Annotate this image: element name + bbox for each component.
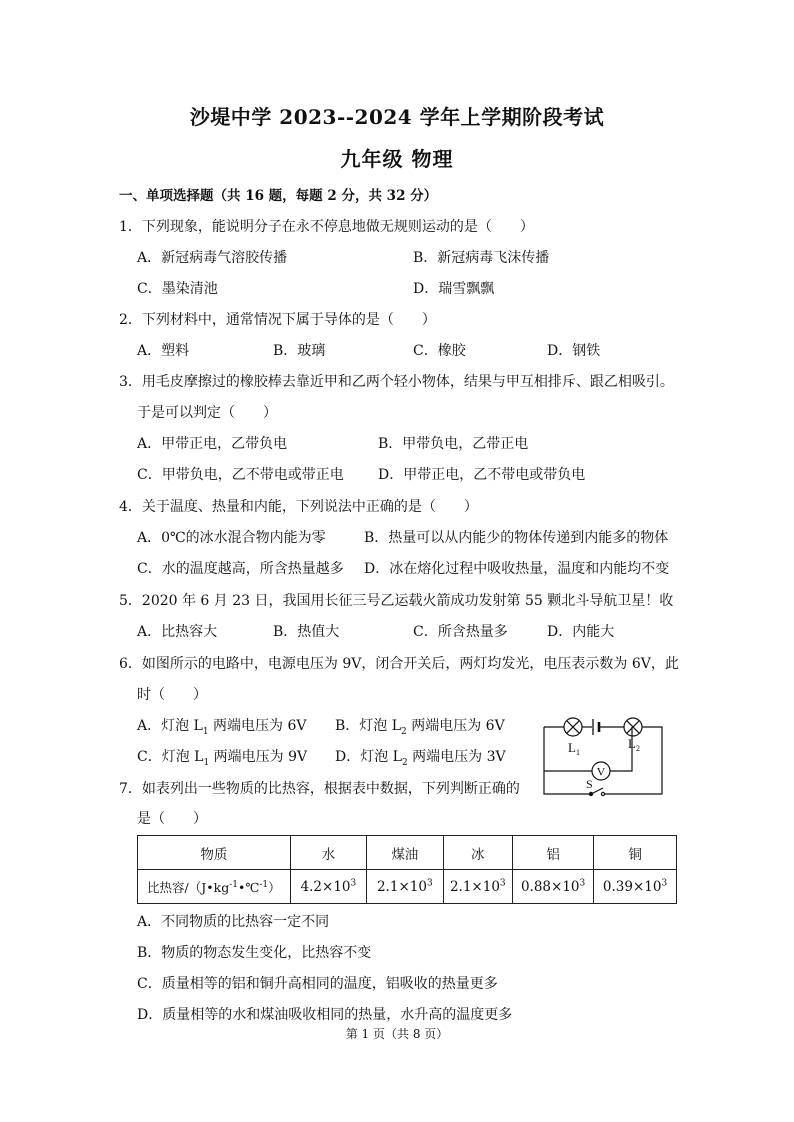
q2-option-d: D．钢铁 [547, 343, 601, 359]
q6-option-a: A．灯泡 $L_1$ 两端电压为 6V [137, 718, 307, 737]
q7-option-d: D．质量相等的水和煤油吸收相同的热量，水升高的温度更多 [137, 1007, 513, 1023]
q2-option-a: A．塑料 [137, 343, 190, 359]
q4-option-d: D．冰在熔化过程中吸收热量，温度和内能均不变 [364, 561, 670, 577]
table-header-cell: 水 [290, 836, 366, 870]
q1-option-a: A．新冠病毒气溶胶传播 [137, 250, 288, 266]
circuit-diagram [536, 708, 676, 804]
battery-icon [593, 719, 599, 735]
q7-option-a: A．不同物质的比热容一定不同 [137, 914, 330, 930]
q6-option-b: B．灯泡 $L_2$ 两端电压为 6V [335, 718, 505, 737]
table-header-cell: 铝 [513, 836, 594, 870]
q3-stem-line1: 3．用毛皮摩擦过的橡胶棒去靠近甲和乙两个轻小物体，结果与甲互相排斥、跟乙相吸引。 [119, 374, 674, 390]
table-cell: $2.1\times 10^3$ [367, 870, 443, 904]
q1-option-b: B．新冠病毒飞沫传播 [413, 250, 550, 266]
table-header-cell: 冰 [443, 836, 513, 870]
table-row [138, 870, 677, 904]
lamp-l2-icon [624, 718, 642, 736]
lamp-l1-label: $L_1$ [568, 740, 580, 757]
table-cell: $0.39\times 10^3$ [594, 870, 677, 904]
table-cell: $4.2\times 10^3$ [290, 870, 366, 904]
q7-option-b: B．物质的物态发生变化，比热容不变 [137, 945, 372, 961]
q3-stem-line2: 于是可以判定（ ） [137, 405, 277, 421]
q5-option-b: B．热值大 [273, 624, 340, 640]
q2-stem: 2．下列材料中，通常情况下属于导体的是（ ） [119, 312, 436, 328]
section-heading: 一、单项选择题（共 16 题，每题 2 分，共 32 分） [119, 188, 438, 204]
table-cell: $0.88\times 10^3$ [513, 870, 594, 904]
table-header-row [138, 836, 677, 870]
q6-stem-line1: 6．如图所示的电路中，电源电压为 9V，闭合开关后，两灯均发光，电压表示数为 6V，此 [119, 656, 679, 672]
q5-option-d: D．内能大 [547, 624, 615, 640]
lamp-l2-label: $L_2$ [628, 736, 640, 753]
q5-option-c: C．所含热量多 [413, 624, 508, 640]
table-cell: $2.1\times 10^3$ [443, 870, 513, 904]
exam-subtitle: 九年级 物理 [340, 147, 454, 171]
table-header-cell: 煤油 [367, 836, 443, 870]
svg-text:V: V [596, 764, 606, 779]
q2-option-b: B．玻璃 [273, 343, 326, 359]
q5-stem: 5．2020 年 6 月 23 日，我国用长征三号乙运载火箭成功发射第 55 颗北斗导航卫星！收 [119, 593, 674, 609]
q6-option-c: C．灯泡 $L_1$ 两端电压为 9V [137, 749, 308, 768]
table-header-cell: 物质 [138, 836, 291, 870]
q4-option-b: B．热量可以从内能少的物体传递到内能多的物体 [364, 530, 669, 546]
q4-option-c: C．水的温度越高，所含热量越多 [137, 561, 344, 577]
q1-option-c: C．墨染清池 [137, 281, 218, 297]
q3-option-d: D．甲带正电，乙不带电或带负电 [378, 467, 586, 483]
q3-option-c: C．甲带负电，乙不带电或带正电 [137, 467, 344, 483]
q6-option-d: D．灯泡 $L_2$ 两端电压为 3V [335, 749, 506, 768]
voltmeter-icon [592, 762, 610, 780]
q3-option-b: B．甲带负电，乙带正电 [378, 436, 529, 452]
q6-stem-line2: 时（ ） [137, 687, 207, 703]
q1-stem: 1．下列现象，能说明分子在永不停息地做无规则运动的是（ ） [119, 219, 534, 235]
q7-stem-line1: 7．如表列出一些物质的比热容，根据表中数据，下列判断正确的 [119, 781, 520, 797]
page-footer: 第 1 页（共 8 页） [345, 1027, 449, 1041]
table-row-label: 比热容$/(J•kg^{-1}•℃^{-1})$ [138, 870, 291, 904]
exam-title: 沙堤中学 2023--2024 学年上学期阶段考试 [189, 105, 605, 129]
lamp-l1-icon [564, 718, 582, 736]
q2-option-c: C．橡胶 [413, 343, 466, 359]
specific-heat-table [137, 835, 677, 904]
q5-option-a: A．比热容大 [137, 624, 218, 640]
q4-option-a: A．0℃的冰水混合物内能为零 [137, 530, 326, 546]
switch-label: S [586, 777, 593, 791]
q4-stem: 4．关于温度、热量和内能，下列说法中正确的是（ ） [119, 499, 478, 515]
q1-option-d: D．瑞雪飘飘 [413, 281, 495, 297]
table-header-cell: 铜 [594, 836, 677, 870]
q3-option-a: A．甲带正电，乙带负电 [137, 436, 288, 452]
q7-stem-line2: 是（ ） [137, 811, 207, 827]
q7-option-c: C．质量相等的铝和铜升高相同的温度，铝吸收的热量更多 [137, 976, 498, 992]
